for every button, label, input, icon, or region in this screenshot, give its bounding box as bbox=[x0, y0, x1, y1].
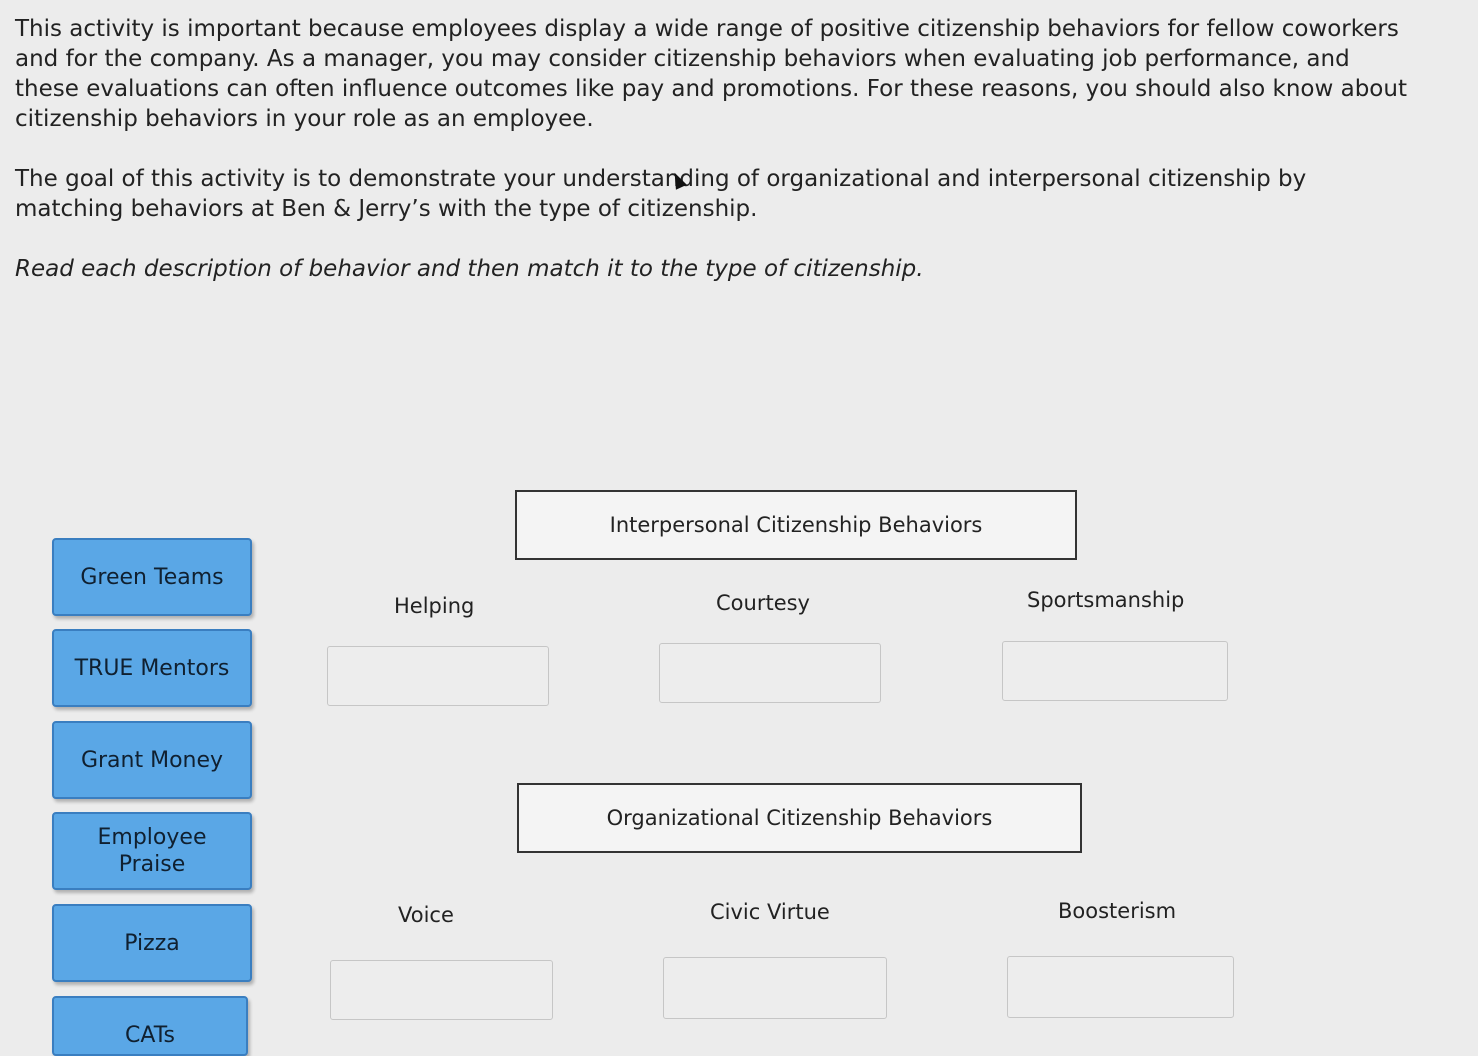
drop-zone-civic-virtue[interactable] bbox=[663, 957, 887, 1019]
organizational-category-header bbox=[517, 783, 1082, 853]
interpersonal-category-header bbox=[515, 490, 1077, 560]
target-label-civic-virtue: Civic Virtue bbox=[710, 900, 830, 924]
chip-label: Employee Praise bbox=[97, 825, 207, 877]
chip-employee-praise[interactable] bbox=[52, 812, 252, 890]
chip-true-mentors[interactable] bbox=[52, 629, 252, 707]
instructions bbox=[15, 14, 1415, 314]
chip-green-teams[interactable] bbox=[52, 538, 252, 616]
chip-pizza[interactable] bbox=[52, 904, 252, 982]
chip-label: CATs bbox=[125, 1023, 175, 1048]
directions-paragraph: Read each description of behavior and then match it to the type of citizenship. bbox=[15, 256, 924, 282]
intro-paragraph: This activity is important because employees display a wide range of positive citizenship behaviors for fellow coworkers and for the company. As a manager, you may consider citizenship behaviors when evaluating job performance, and these evaluations can often influence outcomes like pay and promotions. For these reasons, you should also know about citizenship behaviors in your role as an employee. bbox=[15, 16, 1407, 132]
chip-label: Pizza bbox=[124, 930, 180, 956]
chip-label: TRUE Mentors bbox=[74, 655, 230, 681]
target-label-boosterism: Boosterism bbox=[1058, 899, 1177, 923]
drop-zone-sportsmanship[interactable] bbox=[1002, 641, 1228, 701]
chip-label: Grant Money bbox=[80, 747, 224, 773]
drop-zone-helping[interactable] bbox=[327, 646, 549, 706]
chip-cats[interactable] bbox=[52, 996, 248, 1056]
chip-label: Green Teams bbox=[80, 564, 224, 590]
drop-zone-voice[interactable] bbox=[330, 960, 553, 1020]
category-title: Interpersonal Citizenship Behaviors bbox=[609, 513, 983, 537]
target-label-courtesy: Courtesy bbox=[716, 591, 810, 615]
goal-paragraph: The goal of this activity is to demonstrate your understanding of organizational and interpersonal citizenship by matching behaviors at Ben & Jerry’s with the type of citizenship. bbox=[15, 166, 1307, 222]
chip-grant-money[interactable] bbox=[52, 721, 252, 799]
category-title: Organizational Citizenship Behaviors bbox=[606, 806, 993, 830]
target-label-voice: Voice bbox=[398, 903, 454, 927]
target-label-helping: Helping bbox=[394, 594, 475, 618]
target-label-sportsmanship: Sportsmanship bbox=[1027, 588, 1185, 612]
drop-zone-courtesy[interactable] bbox=[659, 643, 881, 703]
drop-zone-boosterism[interactable] bbox=[1007, 956, 1234, 1018]
